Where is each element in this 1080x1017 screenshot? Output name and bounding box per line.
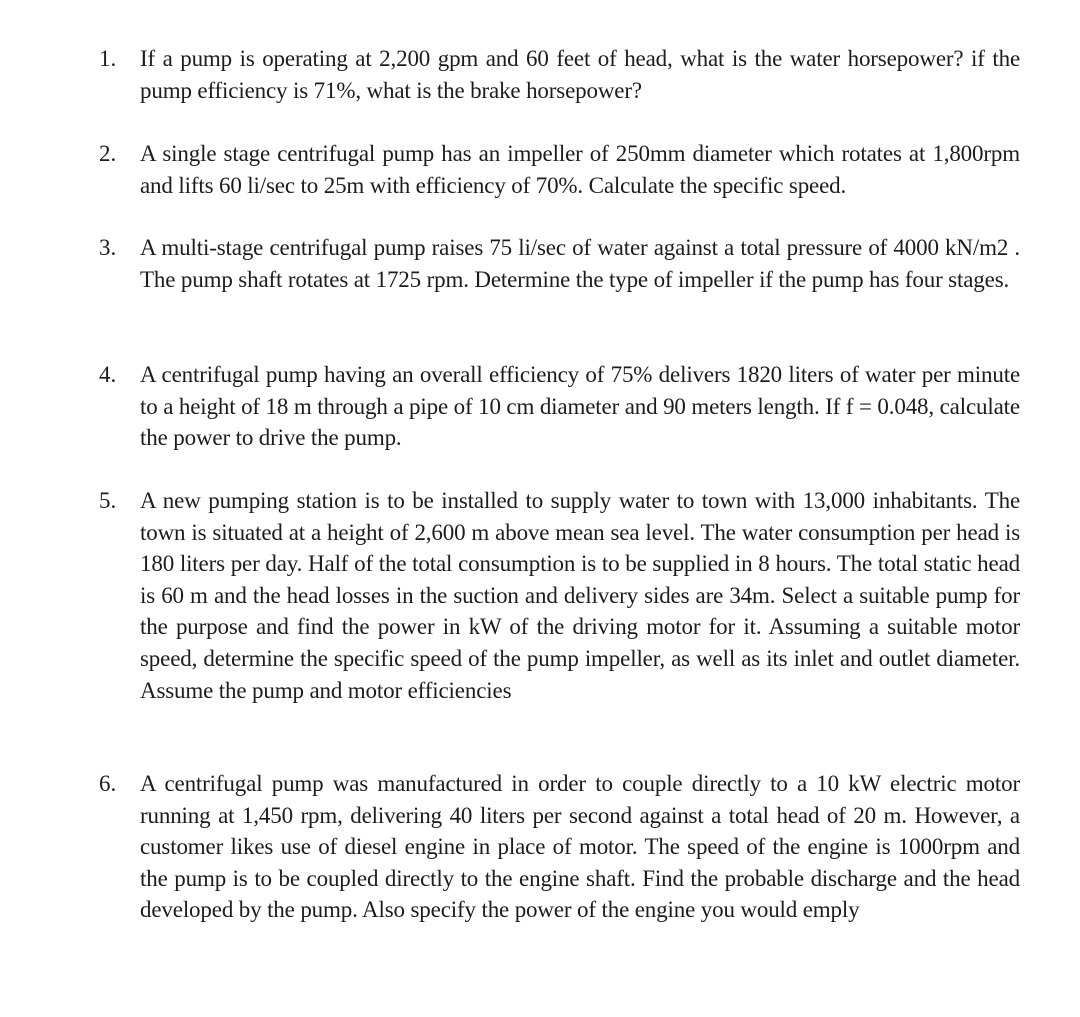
problem-text: If a pump is operating at 2,200 gpm and 60 feet of head, what is the water horsepower? if the pump efficiency is 71%, what is the brake horsepower? — [140, 46, 1020, 103]
problem-text: A centrifugal pump having an overall efficiency of 75% delivers 1820 liters of water per minute to a height of 18 m through a pipe of 10 cm diameter and 90 meters length. If f = 0.048, calculate the power to drive the pump. — [140, 362, 1020, 451]
problem-text: A single stage centrifugal pump has an impeller of 250mm diameter which rotates at 1,800rpm and lifts 60 li/sec to 25m with efficiency of 70%. Calculate the specific speed. — [140, 141, 1020, 198]
problem-number: 3. — [99, 235, 117, 260]
problem-number: 2. — [99, 141, 117, 166]
problem-number: 4. — [99, 362, 117, 387]
problem-number: 6. — [99, 771, 117, 796]
problem-number: 5. — [99, 488, 117, 513]
problem-text: A multi-stage centrifugal pump raises 75 li/sec of water against a total pressure of 4000 kN/m2 . The pump shaft rotates at 1725 rpm. Determine the type of impeller if the pump has four stages. — [140, 235, 1020, 292]
problem-text: A new pumping station is to be installed to supply water to town with 13,000 inhabitants. The town is situated at a height of 2,600 m above mean sea level. The water consumption per head is 180 liters per day. Half of the total consumption is to be supplied in 8 hours. The total static head is 60 m and the head losses in the suction and delivery sides are 34m. Select a suitable pump for the purpose and find the power in kW of the driving motor for it. Assuming a suitable motor speed, determine the specific speed of the pump impeller, as well as its inlet and outlet diameter. Assume the pump and motor efficiencies — [140, 488, 1020, 703]
problem-number: 1. — [99, 46, 117, 71]
problem-text: A centrifugal pump was manufactured in order to couple directly to a 10 kW electric motor running at 1,450 rpm, delivering 40 liters per second against a total head of 20 m. However, a customer likes use of diesel engine in place of motor. The speed of the engine is 1000rpm and the pump is to be coupled directly to the engine shaft. Find the probable discharge and the head developed by the pump. Also specify the power of the engine you would emply — [140, 771, 1020, 923]
